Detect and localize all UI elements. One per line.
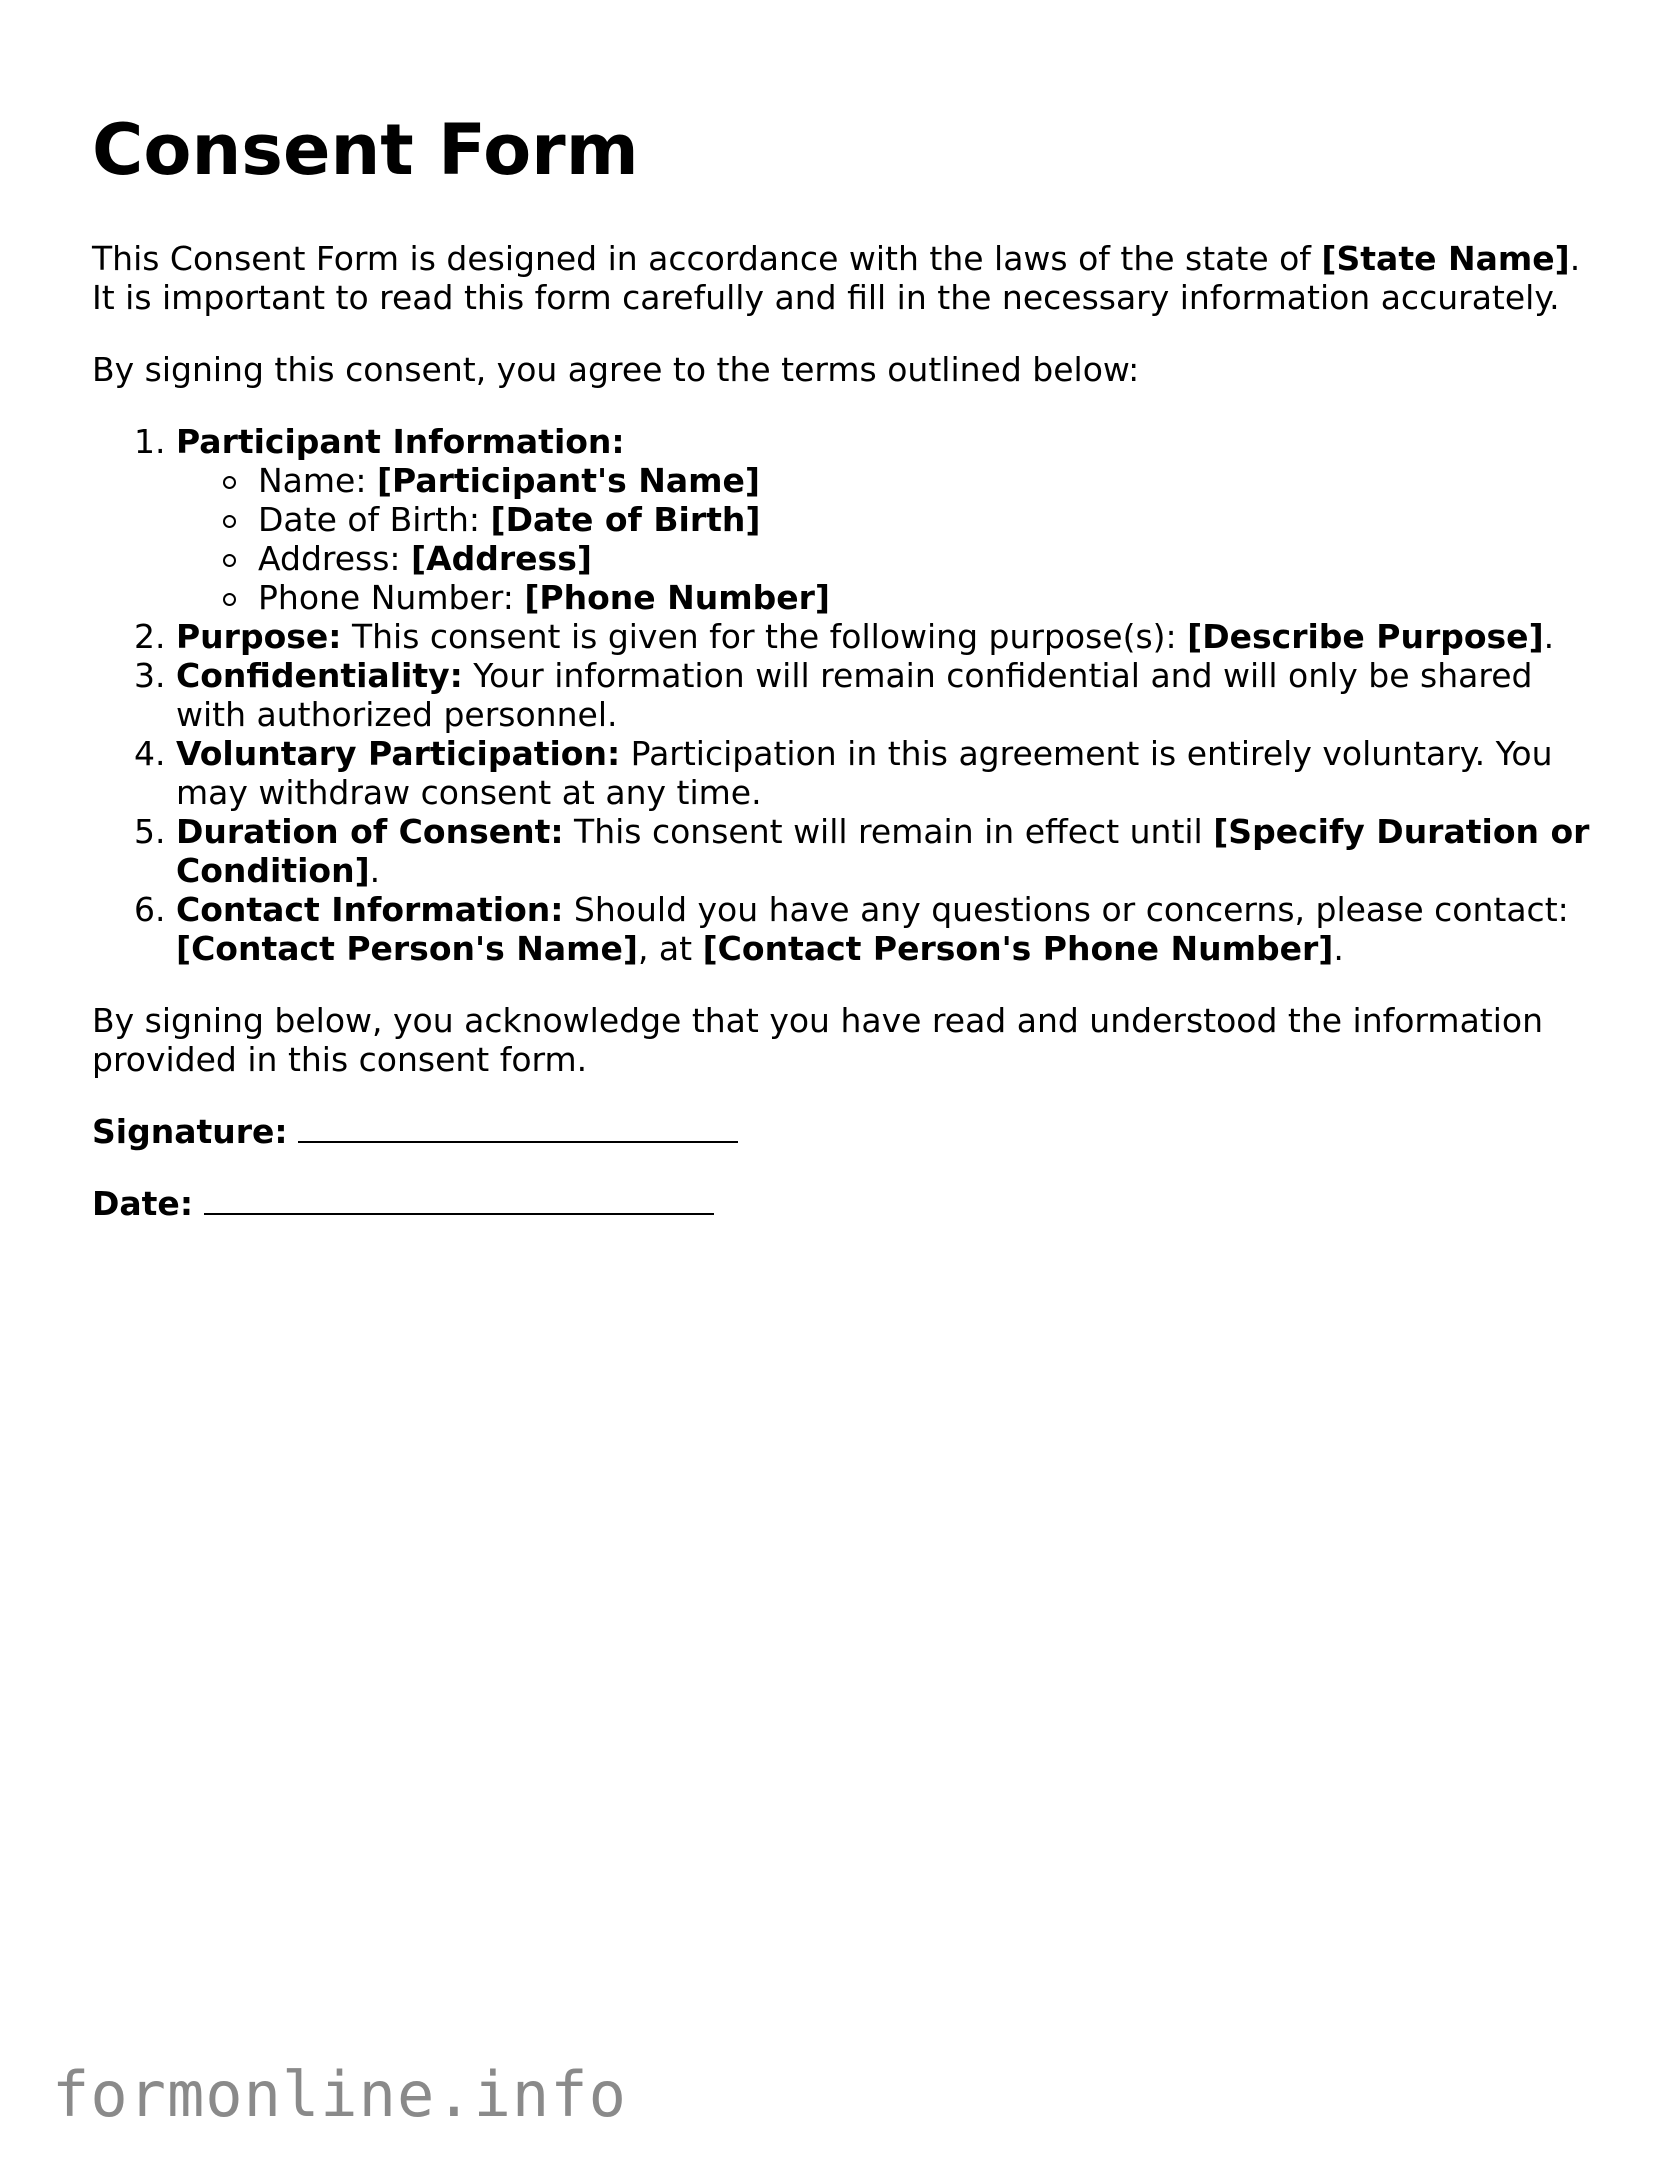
term-purpose xyxy=(176,617,1592,656)
term-text-end: . xyxy=(369,850,381,890)
term-text: Participation in this agreement is entirely voluntary. You may withdraw consent at any time. xyxy=(176,733,1553,812)
purpose-placeholder: [Describe Purpose] xyxy=(1187,616,1544,656)
contact-name-placeholder: [Contact Person's Name] xyxy=(176,928,638,968)
term-text: Should you have any questions or concerns, please contact: xyxy=(563,889,1569,929)
signature-line[interactable] xyxy=(298,1137,738,1143)
contact-phone-placeholder: [Contact Person's Phone Number] xyxy=(702,928,1334,968)
date-label: Date: xyxy=(92,1183,194,1223)
term-duration-of-consent xyxy=(176,812,1592,890)
field-placeholder: [Address] xyxy=(411,538,592,578)
participant-address-field xyxy=(258,539,1592,578)
intro-text-end: . It is important to read this form carefully and fill in the necessary information accurately. xyxy=(92,238,1581,317)
field-label: Date of Birth: xyxy=(258,499,491,539)
term-text-end: . xyxy=(1333,928,1344,968)
term-heading: Duration of Consent: xyxy=(176,811,564,851)
participant-phone-field xyxy=(258,578,1592,617)
date-row xyxy=(92,1184,1592,1223)
term-heading: Confidentiality: xyxy=(176,655,463,695)
term-text: Your information will remain confidential and will only be shared with authorized personnel. xyxy=(176,655,1533,734)
participant-name-field xyxy=(258,461,1592,500)
page-title: Consent Form xyxy=(92,109,639,191)
term-confidentiality xyxy=(176,656,1592,734)
duration-placeholder: [Specify Duration or Condition] xyxy=(176,811,1590,890)
term-heading: Voluntary Participation: xyxy=(176,733,621,773)
field-label: Phone Number: xyxy=(258,577,525,617)
term-participant-information xyxy=(176,422,1592,617)
participant-fields-list xyxy=(176,461,1592,617)
signature-label: Signature: xyxy=(92,1111,288,1151)
term-text: , at xyxy=(637,928,703,968)
field-placeholder: [Participant's Name] xyxy=(376,460,760,500)
field-label: Name: xyxy=(258,460,377,500)
intro-paragraph xyxy=(92,239,1592,317)
state-name-placeholder: [State Name] xyxy=(1321,238,1570,278)
term-contact-information xyxy=(176,890,1592,968)
field-placeholder: [Date of Birth] xyxy=(490,499,761,539)
acknowledge-paragraph: By signing below, you acknowledge that you have read and understood the information provided in this consent form. xyxy=(92,1000,1544,1079)
term-text-end: . xyxy=(1543,616,1555,656)
term-voluntary-participation xyxy=(176,734,1592,812)
signature-row xyxy=(92,1112,1592,1151)
field-label: Address: xyxy=(258,538,412,578)
term-heading: Purpose: xyxy=(176,616,342,656)
agree-paragraph: By signing this consent, you agree to the terms outlined below: xyxy=(92,349,1140,389)
term-text: This consent is given for the following purpose(s): xyxy=(341,616,1188,656)
watermark-text: formonline.info xyxy=(52,2058,627,2131)
term-text: This consent will remain in effect until xyxy=(563,811,1214,851)
participant-dob-field xyxy=(258,500,1592,539)
date-line[interactable] xyxy=(204,1209,714,1215)
term-heading: Participant Information: xyxy=(176,421,625,461)
field-placeholder: [Phone Number] xyxy=(524,577,830,617)
terms-list xyxy=(92,422,1592,968)
intro-text: This Consent Form is designed in accordance with the laws of the state of xyxy=(92,238,1322,278)
term-heading: Contact Information: xyxy=(176,889,564,929)
consent-form-document xyxy=(92,110,1592,1256)
